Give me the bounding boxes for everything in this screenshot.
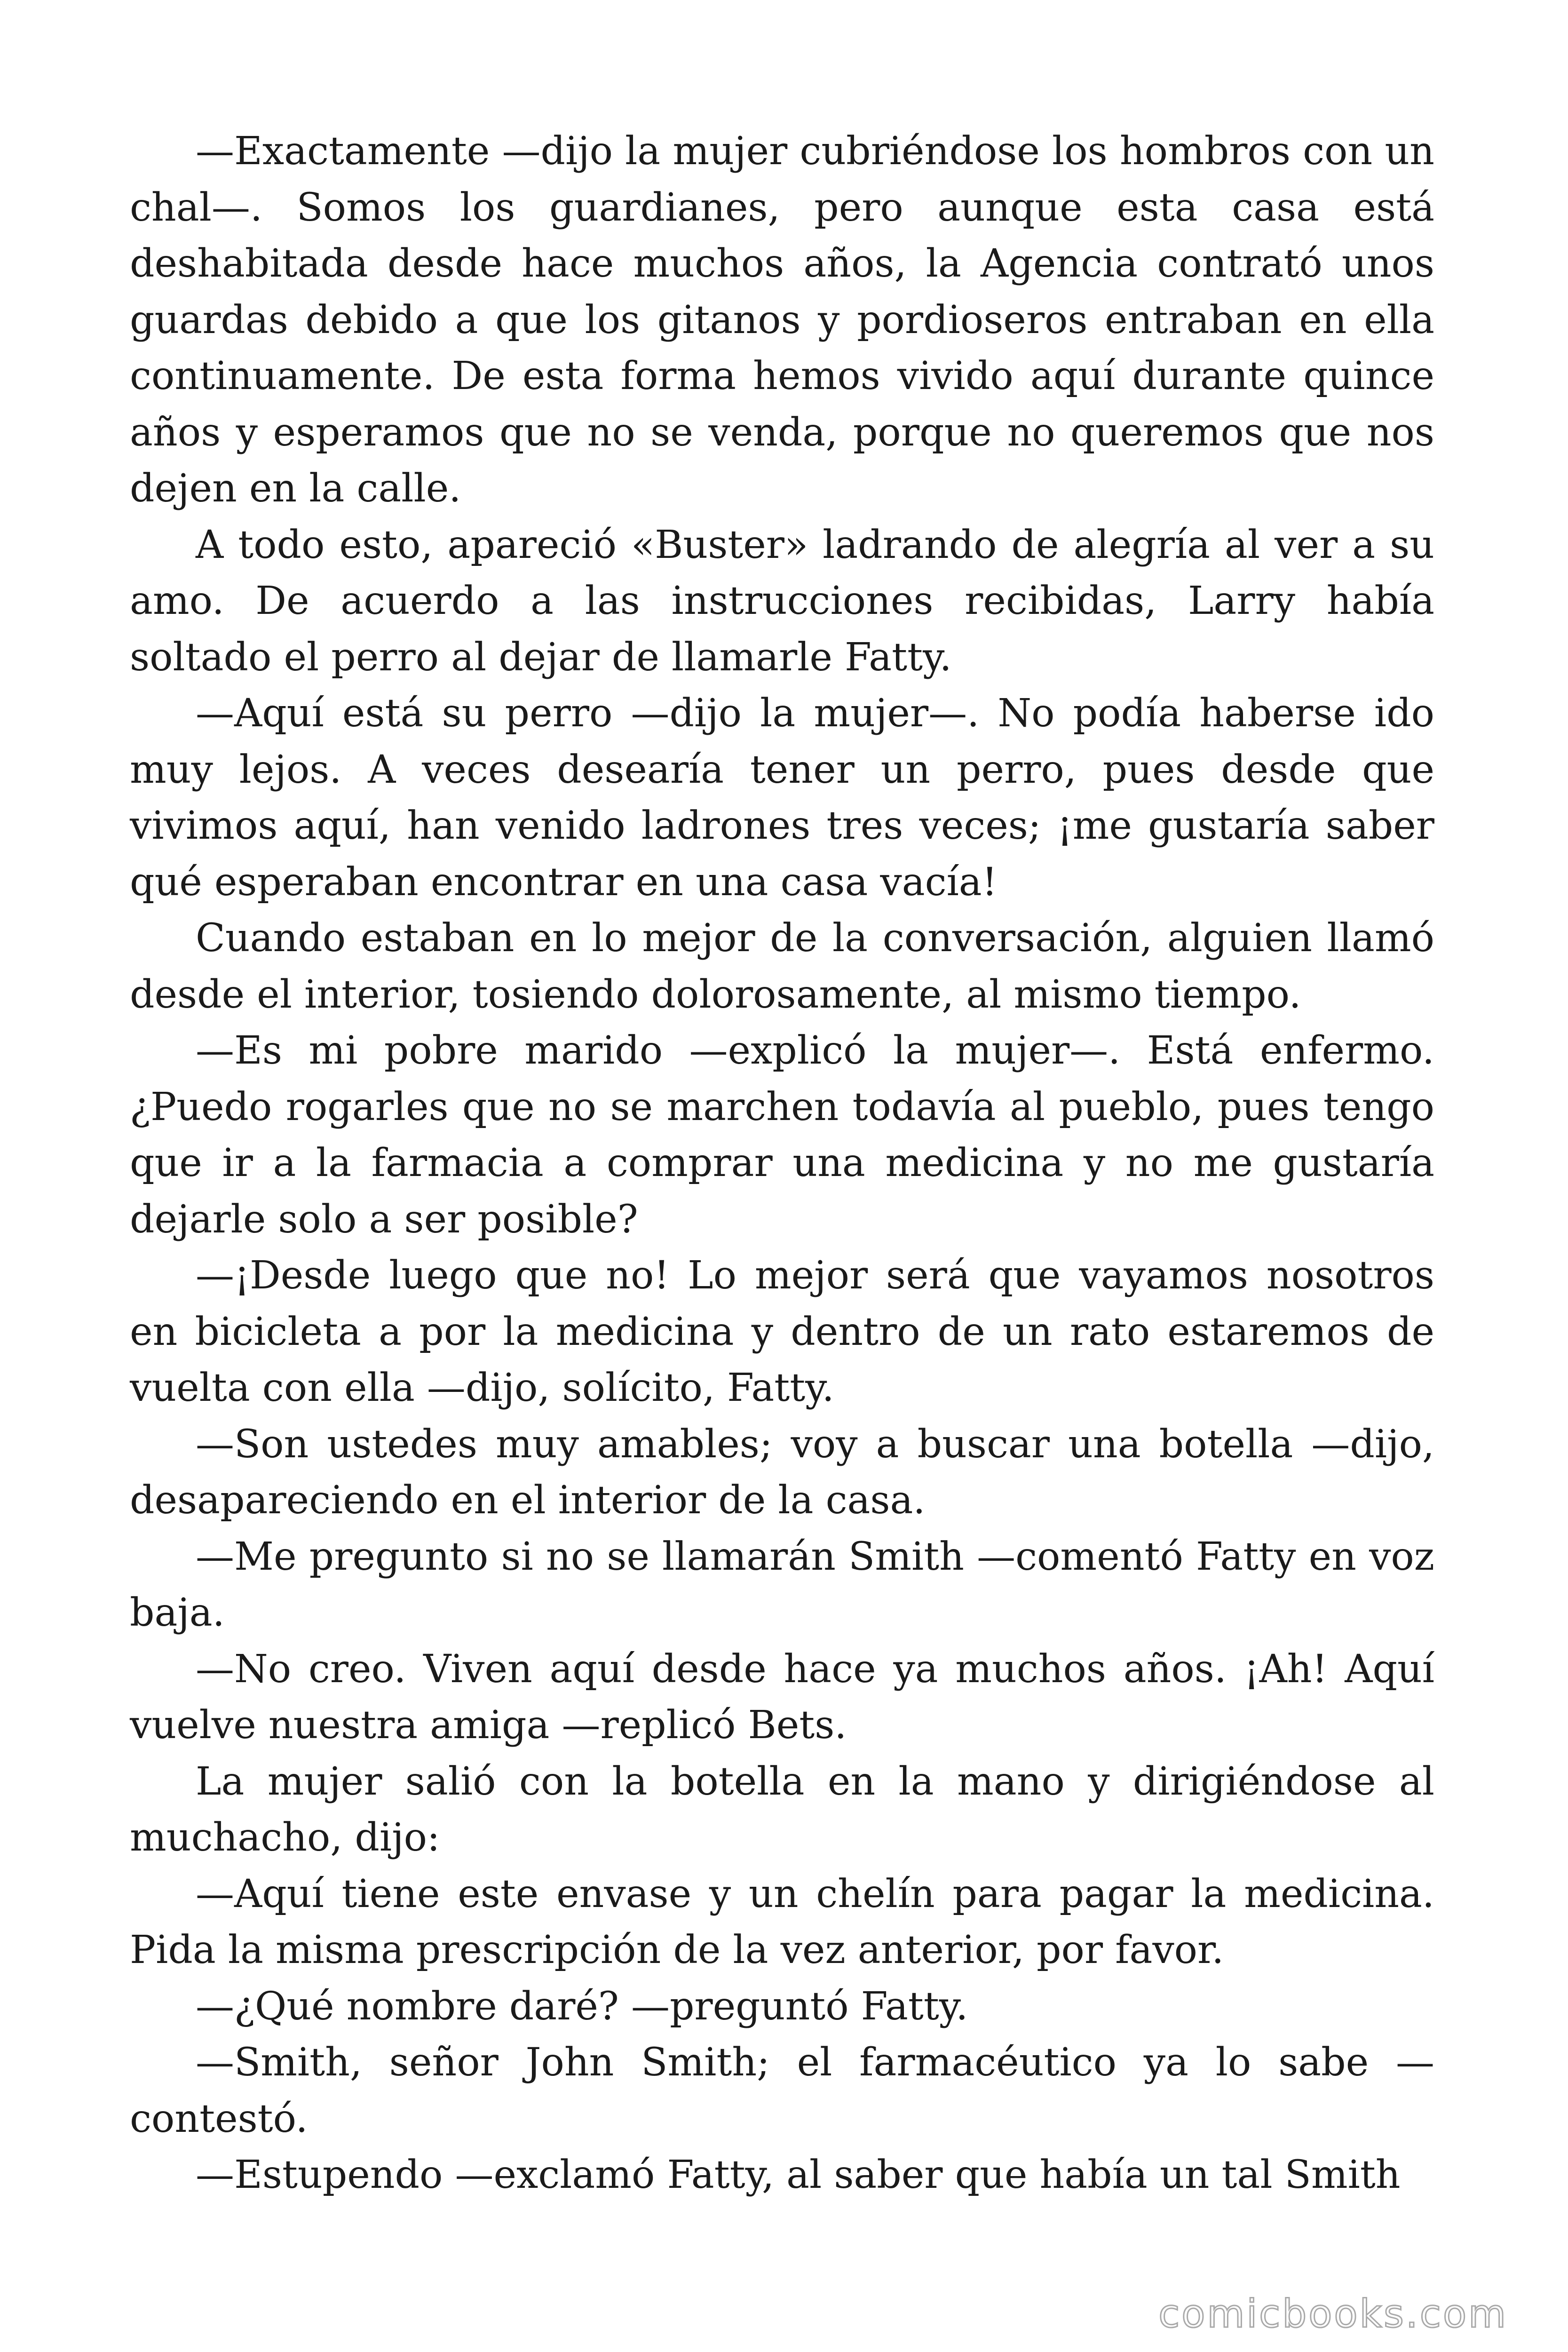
paragraph: —Aquí tiene este envase y un chelín para pagar la medicina. Pida la misma prescripción de la vez anterior, por favor. [130,1871,1434,1972]
paragraph: —Aquí está su perro —dijo la mujer—. No podía haberse ido muy lejos. A veces desearía tener un perro, pues desde que vivimos aquí, han venido ladrones tres veces; ¡me gustaría saber qué esperaban encontrar en una casa vacía! [130,691,1434,905]
paragraph: —Smith, señor John Smith; el farmacéutico ya lo sabe — contestó. [130,2040,1434,2141]
paragraph: —No creo. Viven aquí desde hace ya muchos años. ¡Ah! Aquí vuelve nuestra amiga —replicó Bets. [130,1646,1434,1748]
paragraph: Cuando estaban en lo mejor de la conversación, alguien llamó desde el interior, tosiendo dolorosamente, al mismo tiempo. [130,916,1434,1017]
paragraph: —Son ustedes muy amables; voy a buscar una botella —dijo, desapareciendo en el interior de la casa. [130,1422,1434,1523]
paragraph: La mujer salió con la botella en la mano y dirigiéndose al muchacho, dijo: [130,1759,1434,1860]
paragraph: —Es mi pobre marido —explicó la mujer—. Está enfermo. ¿Puedo rogarles que no se marchen todavía al pueblo, pues tengo que ir a la farmacia a comprar una medicina y no me gustaría dejarle solo a ser posible? [130,1028,1434,1242]
paragraph: —¿Qué nombre daré? —preguntó Fatty. [196,1984,968,2029]
paragraph: A todo esto, apareció «Buster» ladrando de alegría al ver a su amo. De acuerdo a las instrucciones recibidas, Larry había soltado el perro al dejar de llamarle Fatty. [130,522,1434,680]
paragraph: —¡Desde luego que no! Lo mejor será que vayamos nosotros en bicicleta a por la medicina y dentro de un rato estaremos de vuelta con ella —dijo, solícito, Fatty. [130,1253,1434,1410]
paragraph-last: —Estupendo —exclamó Fatty, al saber que había un tal Smith [196,2153,1401,2197]
watermark: comicbooks.com [1158,2292,1508,2336]
paragraph: —Exactamente —dijo la mujer cubriéndose los hombros con un chal—. Somos los guardianes, pero aunque esta casa está deshabitada desde hace muchos años, la Agencia contrató unos guardas debido a que los gitanos y pordioseros entraban en ella continuamente. De esta forma hemos vivido aquí durante quince años y esperamos que no se venda, porque no queremos que nos dejen en la calle. [130,129,1434,511]
paragraph: —Me pregunto si no se llamarán Smith —comentó Fatty en voz baja. [130,1534,1434,1635]
book-page-text [130,123,1434,2203]
